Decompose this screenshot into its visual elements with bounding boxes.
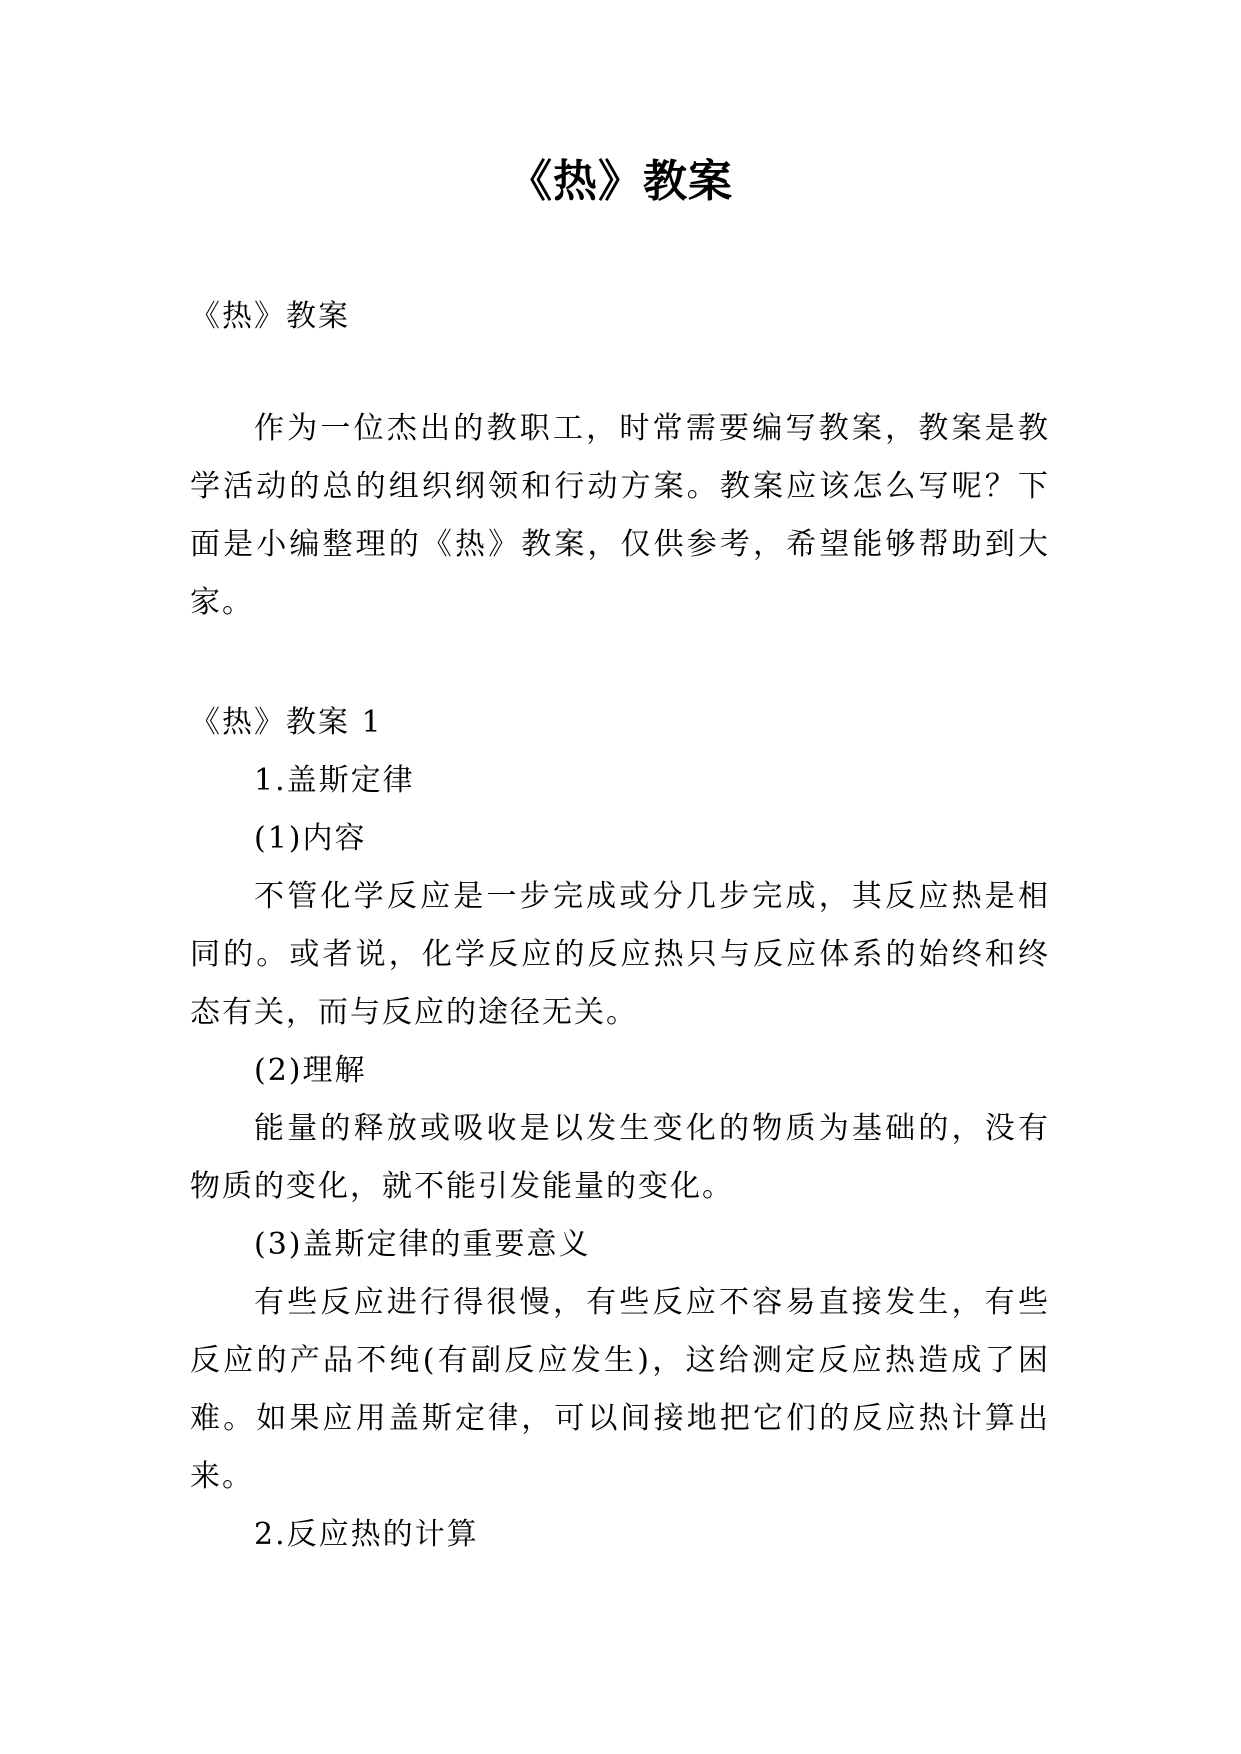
paragraph-understanding: 能量的释放或吸收是以发生变化的物质为基础的，没有物质的变化，就不能引发能量的变化。 (190, 1111, 1050, 1204)
paragraph-content: 不管化学反应是一步完成或分几步完成，其反应热是相同的。或者说，化学反应的反应热只与反应体系的始终和终态有关，而与反应的途径无关。 (190, 879, 1050, 1030)
document-title: 《热》教案 (508, 156, 733, 207)
paragraph-significance: 有些反应进行得很慢，有些反应不容易直接发生，有些反应的产品不纯(有副反应发生)，这给测定反应热造成了困难。如果应用盖斯定律，可以间接地把它们的反应热计算出来。 (190, 1285, 1050, 1494)
heading-reaction-heat-calculation: 2.反应热的计算 (254, 1517, 479, 1552)
lesson-section (190, 694, 1050, 1564)
subheading-content: (1)内容 (254, 821, 367, 856)
intro-paragraph (190, 400, 1050, 632)
document-subtitle: 《热》教案 (190, 299, 350, 334)
subheading-significance: (3)盖斯定律的重要意义 (254, 1227, 591, 1262)
intro-text: 作为一位杰出的教职工，时常需要编写教案，教案是教学活动的总的组织纲领和行动方案。教案应该怎么写呢？下面是小编整理的《热》教案，仅供参考，希望能够帮助到大家。 (190, 411, 1050, 620)
heading-hess-law: 1.盖斯定律 (254, 763, 415, 798)
subheading-understanding: (2)理解 (254, 1053, 367, 1088)
section-heading: 《热》教案 1 (190, 705, 383, 740)
